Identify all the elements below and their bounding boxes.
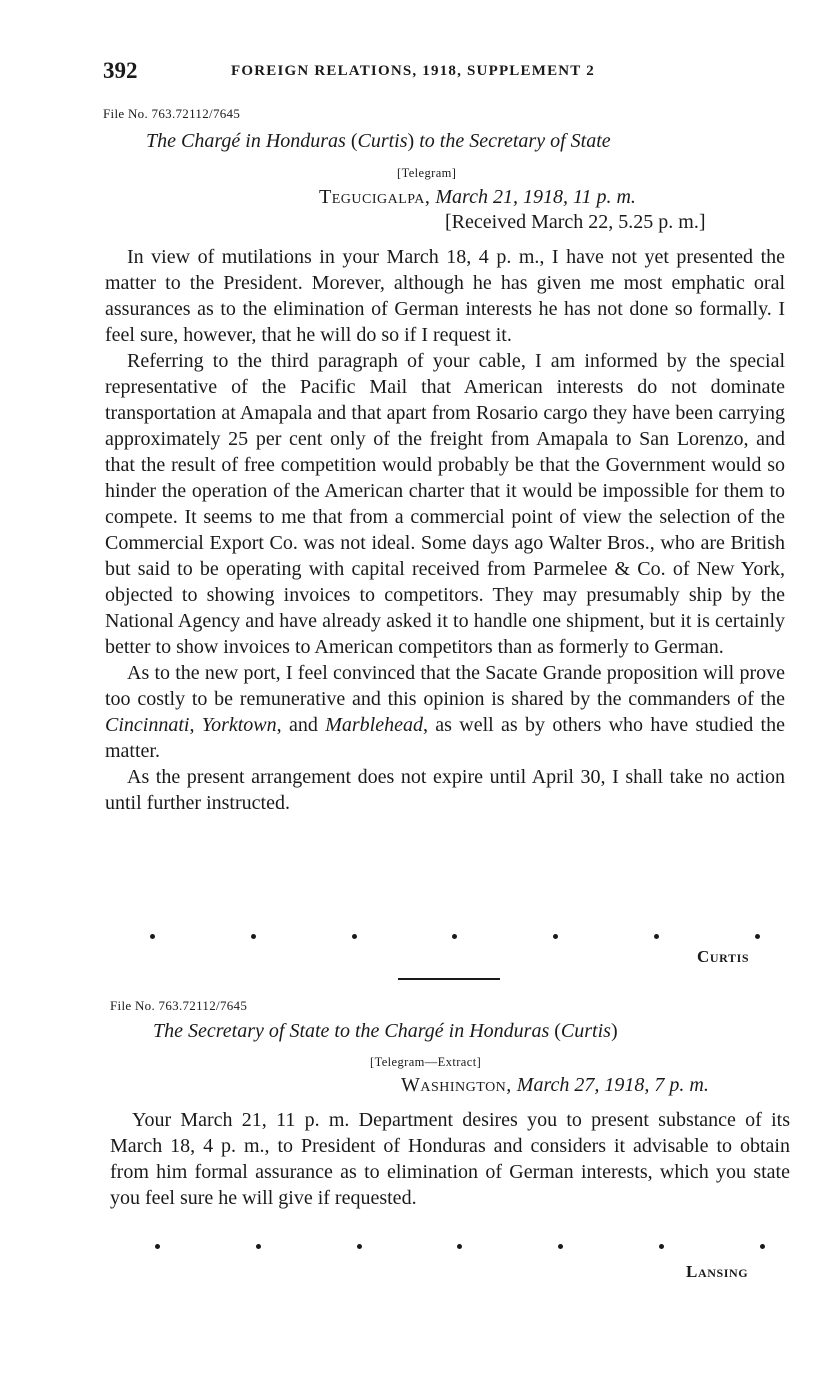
ellipsis-dot bbox=[155, 1244, 160, 1249]
paragraph: In view of mutilations in your March 18, 4 p. m., I have not yet presented the matter to the President. Morever, although he has given me most emphatic oral assurances as to the elimination of German interests he has not done so formally. I feel sure, however, that he will do so if I request it. bbox=[105, 246, 785, 346]
ellipsis-dot bbox=[150, 934, 155, 939]
ellipsis-row bbox=[155, 1244, 765, 1249]
ellipsis-dot bbox=[755, 934, 760, 939]
signature: Lansing bbox=[686, 1262, 749, 1281]
document-body bbox=[105, 244, 785, 816]
ellipsis-row bbox=[150, 934, 760, 939]
file-number: File No. 763.72112/7645 bbox=[103, 106, 241, 121]
document-title: The Chargé in Honduras (Curtis) to the Secretary of State bbox=[146, 130, 611, 152]
dateline: Washington, March 27, 1918, 7 p. m. bbox=[401, 1074, 709, 1096]
ellipsis-dot bbox=[659, 1244, 664, 1249]
ellipsis-dot bbox=[654, 934, 659, 939]
ellipsis-dot bbox=[452, 934, 457, 939]
section-divider bbox=[398, 978, 500, 980]
paragraph: As to the new port, I feel convinced that the Sacate Grande proposition will prove too costly to be remunerative and this opinion is shared by the commanders of the Cincinnati, Yorktown, and Marblehead, as well as by others who have studied the matter. bbox=[105, 662, 785, 762]
ellipsis-dot bbox=[760, 1244, 765, 1249]
ellipsis-dot bbox=[553, 934, 558, 939]
document-body bbox=[110, 1107, 790, 1211]
ellipsis-dot bbox=[457, 1244, 462, 1249]
telegram-tag: [Telegram] bbox=[397, 166, 457, 180]
signature: Curtis bbox=[697, 947, 750, 966]
paragraph: Your March 21, 11 p. m. Department desires you to present substance of its March 18, 4 p. m., to President of Honduras and considers it advisable to obtain from him formal assurance as to elimination of German interests, which you state you feel sure he will give if requested. bbox=[110, 1109, 790, 1209]
paragraph: As the present arrangement does not expire until April 30, I shall take no action until further instructed. bbox=[105, 766, 785, 814]
telegram-tag: [Telegram—Extract] bbox=[370, 1055, 482, 1069]
ellipsis-dot bbox=[256, 1244, 261, 1249]
ellipsis-dot bbox=[558, 1244, 563, 1249]
dateline: Tegucigalpa, March 21, 1918, 11 p. m. bbox=[319, 186, 636, 208]
running-head: FOREIGN RELATIONS, 1918, SUPPLEMENT 2 bbox=[231, 63, 595, 79]
ellipsis-dot bbox=[352, 934, 357, 939]
ellipsis-dot bbox=[251, 934, 256, 939]
document-title: The Secretary of State to the Chargé in Honduras (Curtis) bbox=[153, 1020, 618, 1042]
page-number: 392 bbox=[103, 58, 138, 83]
received-note: [Received March 22, 5.25 p. m.] bbox=[445, 211, 706, 233]
page-header bbox=[103, 58, 793, 88]
ellipsis-dot bbox=[357, 1244, 362, 1249]
paragraph: Referring to the third paragraph of your cable, I am informed by the special representative of the Pacific Mail that American interests do not dominate transportation at Amapala and that apart from Rosario cargo they have been carrying approximately 25 per cent only of the freight from Amapala to San Lorenzo, and that the result of free competition would probably be that the Government would so hinder the operation of the American charter that it would be impossible for them to compete. It seems to me that from a commercial point of view the selection of the Commercial Export Co. was not ideal. Some days ago Walter Bros., who are British but said to be operating with capital received from Parmelee & Co. of New York, objected to showing invoices to competitors. They may presumably ship by the National Agency and have already asked it to handle one shipment, but it is certainly better to show invoices to American competitors than as formerly to German. bbox=[105, 350, 785, 658]
file-number: File No. 763.72112/7645 bbox=[110, 998, 248, 1013]
